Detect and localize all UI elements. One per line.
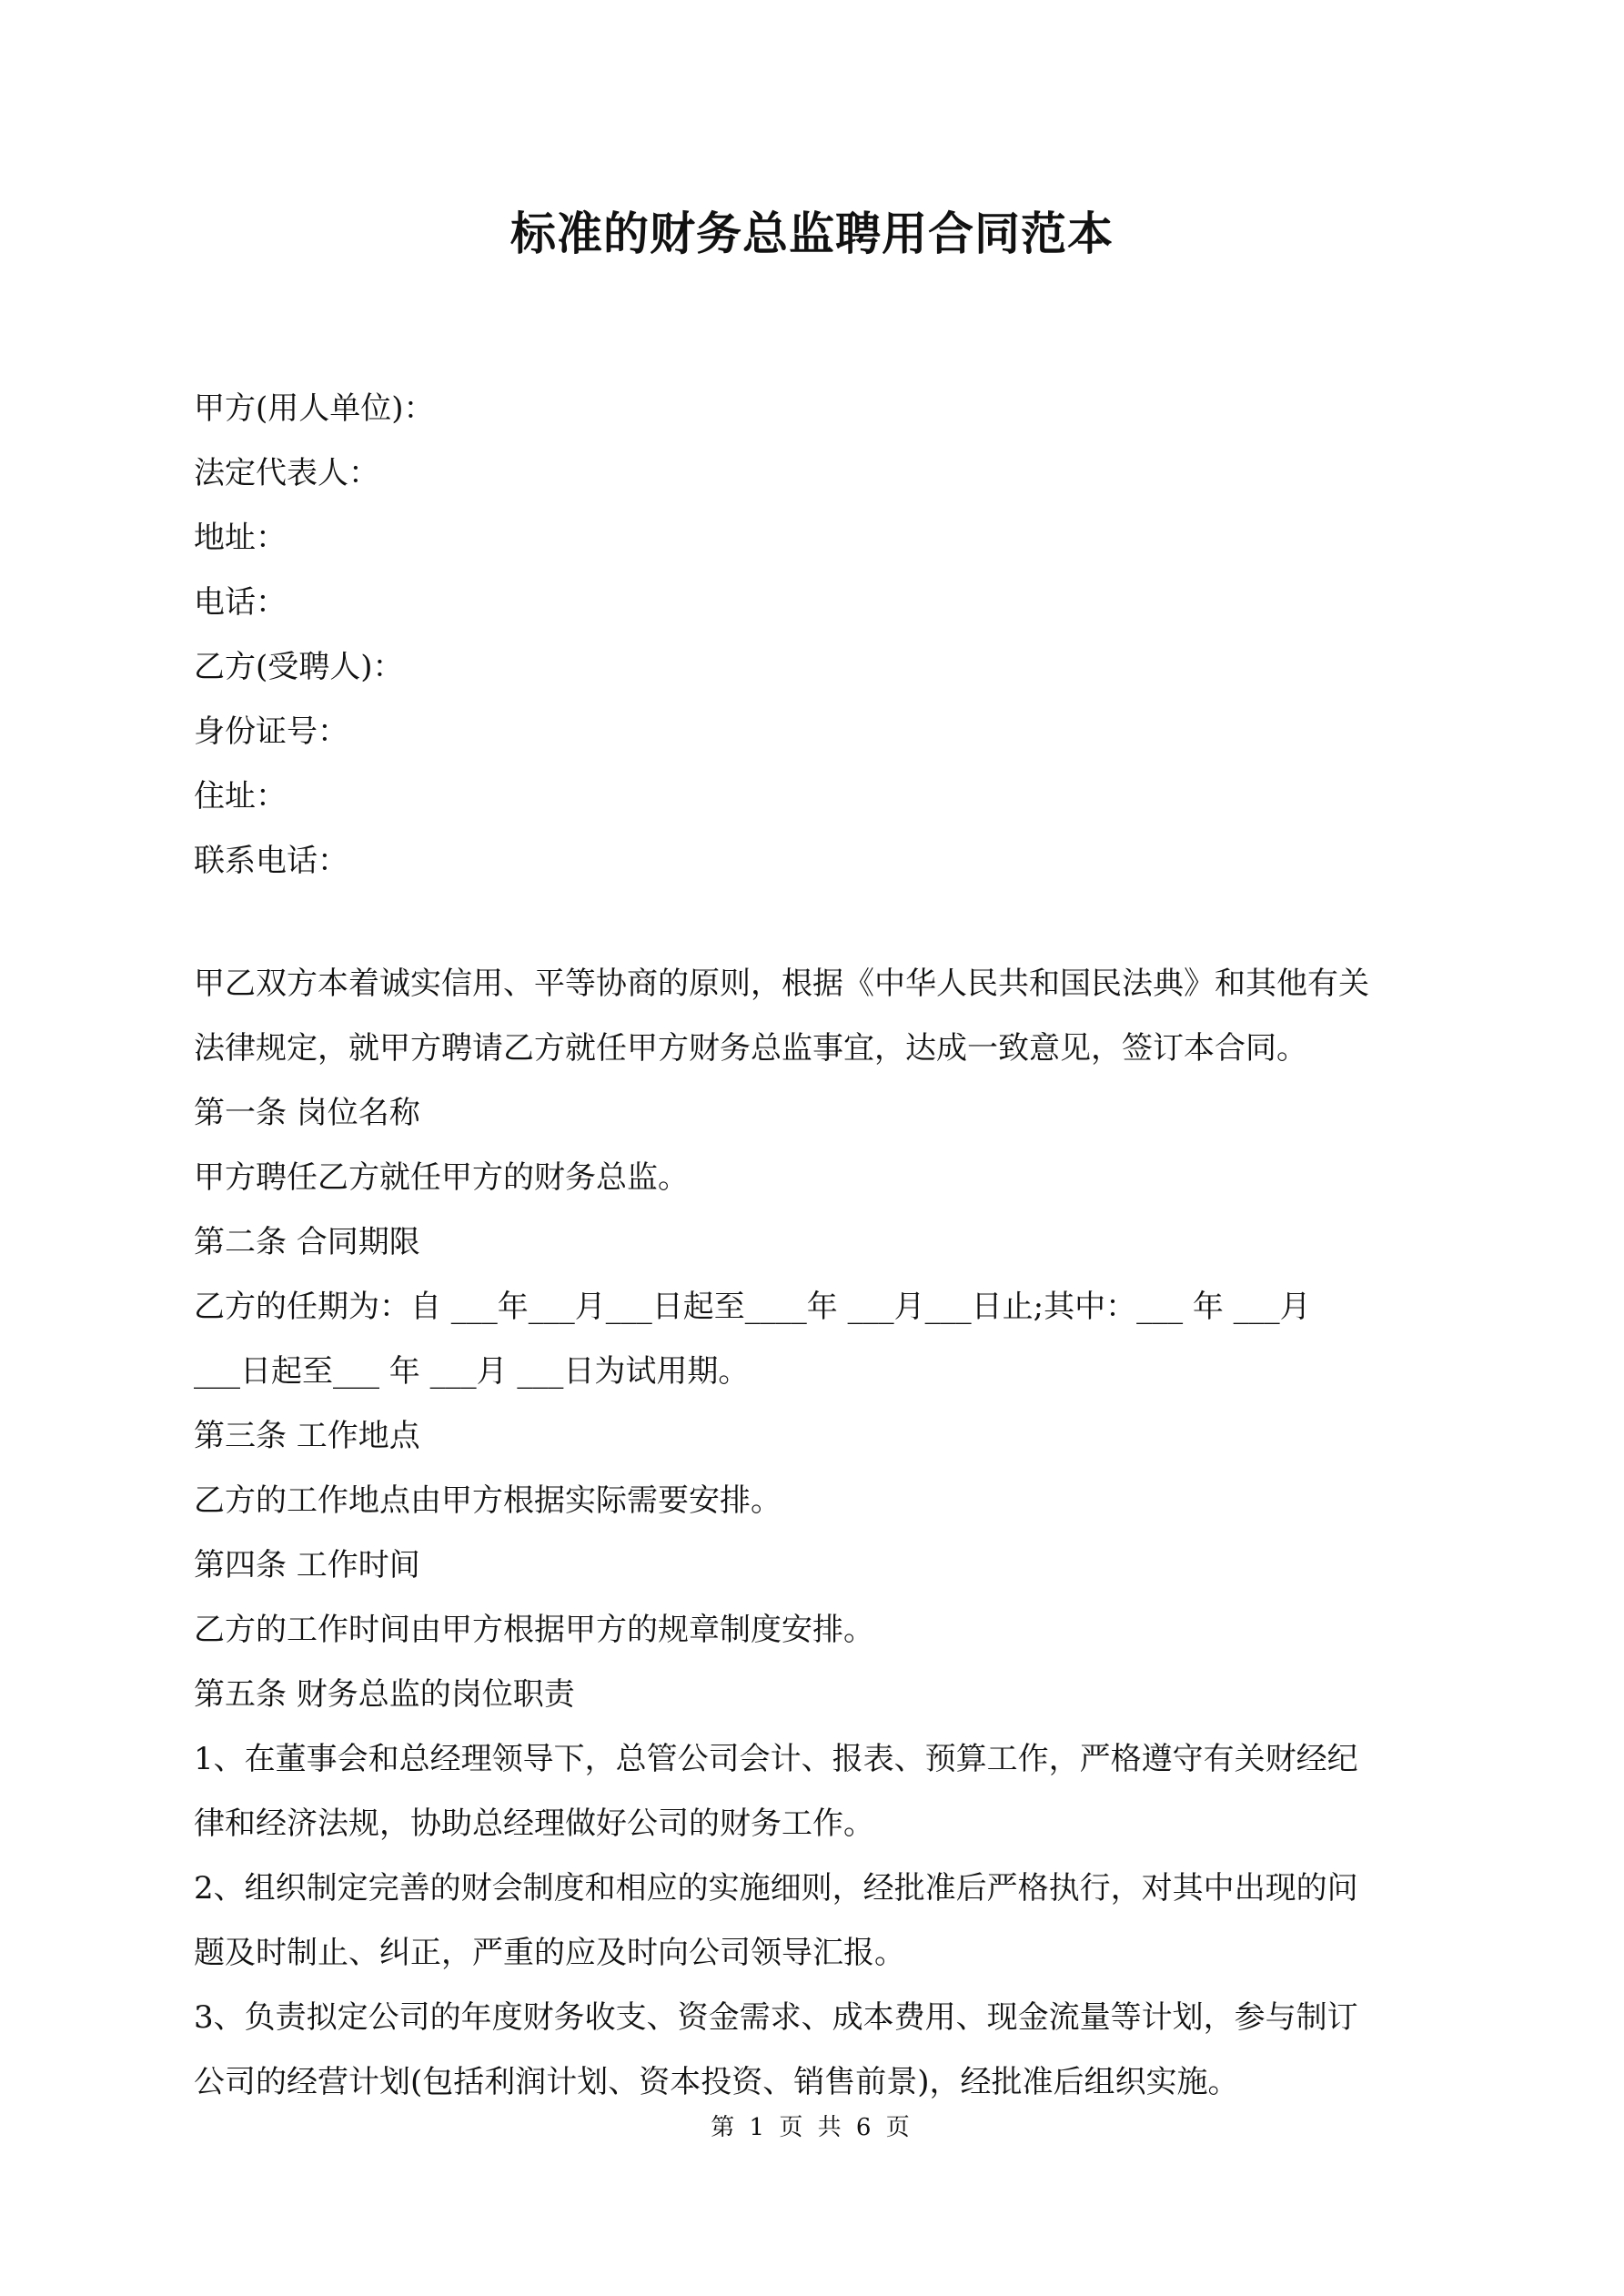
- duty-3-line-2: 公司的经营计划(包括利润计划、资本投资、销售前景)，经批准后组织实施。: [194, 2064, 1239, 2100]
- page-number-footer: 第 1 页 共 6 页: [711, 2114, 913, 2141]
- party-line-employee-address: 住址：: [194, 778, 287, 814]
- party-line-employer: 甲方(用人单位)：: [194, 390, 435, 427]
- duty-2-line-2: 题及时制止、纠正，严重的应及时向公司领导汇报。: [194, 1935, 905, 1971]
- article-2-text-line-1: 乙方的任期为：自 ___年___月___日起至____年 ___月___日止;其中：___ 年 ___月: [194, 1289, 1311, 1325]
- article-3-heading: 第三条 工作地点: [194, 1418, 420, 1454]
- party-line-legal-representative: 法定代表人：: [194, 455, 379, 491]
- duty-2-line-1: 2、组织制定完善的财会制度和相应的实施细则，经批准后严格执行，对其中出现的问: [194, 1870, 1358, 1907]
- article-1-text: 甲方聘任乙方就任甲方的财务总监。: [194, 1159, 689, 1196]
- document-title: 标准的财务总监聘用合同范本: [510, 207, 1114, 260]
- party-info-block: [194, 377, 1440, 894]
- party-line-employer-phone: 电话：: [194, 584, 287, 621]
- party-line-id-number: 身份证号：: [194, 713, 348, 750]
- duty-1-line-2: 律和经济法规，协助总经理做好公司的财务工作。: [194, 1805, 874, 1842]
- article-5-heading: 第五条 财务总监的岗位职责: [194, 1676, 575, 1713]
- party-line-contact-phone: 联系电话：: [194, 843, 348, 879]
- duty-3-line-1: 3、负责拟定公司的年度财务收支、资金需求、成本费用、现金流量等计划，参与制订: [194, 1999, 1358, 2036]
- party-line-employer-address: 地址：: [194, 520, 287, 556]
- article-4-text: 乙方的工作时间由甲方根据甲方的规章制度安排。: [194, 1612, 874, 1648]
- article-1-heading: 第一条 岗位名称: [194, 1095, 420, 1131]
- preamble-line-1: 甲乙双方本着诚实信用、平等协商的原则，根据《中华人民共和国民法典》和其他有关: [194, 966, 1369, 1002]
- contract-body: [194, 952, 1440, 2115]
- duty-1-line-1: 1、在董事会和总经理领导下，总管公司会计、报表、预算工作，严格遵守有关财经纪: [194, 1741, 1358, 1777]
- preamble-line-2: 法律规定，就甲方聘请乙方就任甲方财务总监事宜，达成一致意见，签订本合同。: [194, 1030, 1307, 1067]
- article-2-heading: 第二条 合同期限: [194, 1224, 420, 1260]
- article-4-heading: 第四条 工作时间: [194, 1547, 420, 1583]
- article-3-text: 乙方的工作地点由甲方根据实际需要安排。: [194, 1482, 782, 1519]
- party-line-employee: 乙方(受聘人)：: [194, 649, 404, 685]
- article-2-text-line-2: ___日起至___ 年 ___月 ___日为试用期。: [194, 1353, 750, 1390]
